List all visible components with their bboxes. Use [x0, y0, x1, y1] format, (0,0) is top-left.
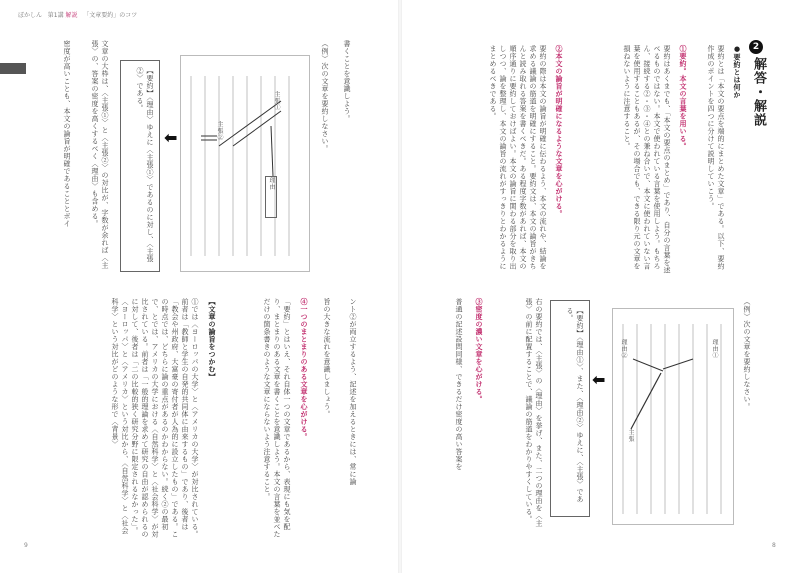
example-caption: （例）次の文章を要約しなさい。: [743, 298, 751, 411]
chapter-label: 第1講: [47, 12, 64, 19]
series-name: ぼかしん: [18, 12, 43, 19]
text-line: 密度が高いことも、本文の論旨が明確であることとボイ: [63, 40, 71, 228]
text-line: 書くことを意識しよう。: [343, 40, 351, 123]
paragraph: 「要約」とはいえ、それ自体一つの文章であるから、表現にも気を配り、まとまりのある文章を書くことを意識しよう。本文の言葉を並べただけの箇条書きのような文章にならないよう注意すること。: [263, 298, 291, 538]
point-heading: ②本文の論旨が明確になるような文章を心がける。: [555, 45, 564, 218]
summary-text: 【要約】〈理由〉ゆえに〈主張①〉であるのに対し、〈主張②〉である。: [136, 67, 154, 263]
running-header: [18, 10, 137, 19]
page-number: 9: [24, 542, 28, 549]
page-number: 8: [772, 542, 776, 549]
diagram-svg: [181, 56, 309, 271]
paragraph: 要約とは「本文の要点を端的にまとめた文章」である。以下、要約作成のポイントを四つに分けて説明していこう。: [707, 45, 725, 270]
text-line: 旨の大きな流れを意識しましょう。: [323, 298, 331, 418]
diagram-label-claim-1: 主張①: [273, 91, 280, 111]
left-arrow-icon: ⬅: [164, 128, 178, 147]
section-number: 2: [749, 40, 763, 54]
diagram-label-reason-1: 理由①: [711, 339, 718, 359]
point-heading: ③密度の濃い文章を心がける。: [475, 298, 484, 403]
point-heading: ④一つのまとまりのある文章を心がける。: [300, 298, 309, 441]
paragraph: ①では〈ヨーロッパの大学〉と〈アメリカの大学〉が対比されている。前者は「教師と学生の自発的共同体に由来するもの」であり、後者は「教会や州政府、大富豪の寄付者が人為的に設立したもの」である。この時点では、どちらに論の重点があるのかわからない。続く②の最初で、とでは、アメリカの大学における〈自然科学〉と〈社会科学〉が対比されている。前者は「一般的理論を求めて研究の自由が認められるのに対して、後者は「二の比較的狭く研究分野に限定されるなかった」。〈ヨーロッパ〉と〈アメリカ〉という対比から、〈自然科学〉と〈社会科学〉という対比がどのような形で〈背景〉: [111, 298, 199, 538]
subsection-heading: 【文章の論旨をつかむ】: [208, 298, 216, 381]
chapter-tab: [0, 63, 26, 74]
paragraph: 要約はあくまでも、「本文の要点のまとめ」であり、自分の言葉を述べるものではない。本文で使われている言葉を使用しよう。もちろん、接続する②・③・④との兼ね合いで、本文に使われていない言葉を使用することもあるが、その場合でも、できる限り元の文章を損ねないように注意すること。: [623, 45, 671, 274]
text-line: 普通の記述設問同様、できるだけ密度の高い答案を: [455, 298, 463, 471]
diagram-label-claim: 主張: [627, 429, 634, 442]
structure-diagram: [180, 55, 310, 272]
structure-diagram: [612, 308, 734, 525]
section-label: 解説: [65, 12, 78, 19]
diagram-label-reason: 理由: [265, 176, 277, 218]
subheading: ●要約とは何か: [733, 45, 741, 99]
summary-box: [120, 60, 160, 272]
diagram-label-reason-2: 理由②: [620, 339, 627, 359]
summary-text: 【要約】〈理由①〉、また、〈理由②〉ゆえに、〈主張〉である。: [566, 307, 584, 503]
point-heading: ①要約。本文の言葉を用いる。: [679, 45, 688, 150]
paragraph: 要約の際は本文の論旨が明確に伝わるよう、本文の流れや、結論を求める議論の筋道を明確にすること。要約文は、本文の論旨がきちんと読み取れる答案を書くべきだ。ある程度字数があれば、本文の順序通りに要約しておけばよい。本文の論旨に関わる部分を取り出しつつ、論を整理し、本文の論旨の流れがすっきりとわかるようにまとめるべきである。: [489, 45, 547, 270]
diagram-label-claim-2: 主張②: [216, 121, 223, 141]
paragraph: 文章の大枠は、〈主張①〉と〈主張②〉の対比が、字数が余れば〈主張〉の、答案の密度を高くするべく〈理由〉も含める。: [91, 40, 109, 269]
left-arrow-icon: ⬅: [592, 370, 606, 389]
right-page: [400, 0, 800, 573]
lesson-title: 「文章要約」のコツ: [83, 12, 138, 19]
example-caption: （例）次の文章を要約しなさい。: [321, 40, 329, 153]
paragraph: 右の要約では、〈主張〉の〈理由〉を挙げ、また、二つの理由を〈主張〉の前に配置することで、議論の筋道をわかりやすくしている。: [525, 298, 543, 527]
summary-box: [550, 300, 590, 517]
text-line: ント②が両立するよう、記述を加えるときには、常に論: [349, 298, 357, 486]
page-heading: 解答・解説: [751, 57, 766, 127]
